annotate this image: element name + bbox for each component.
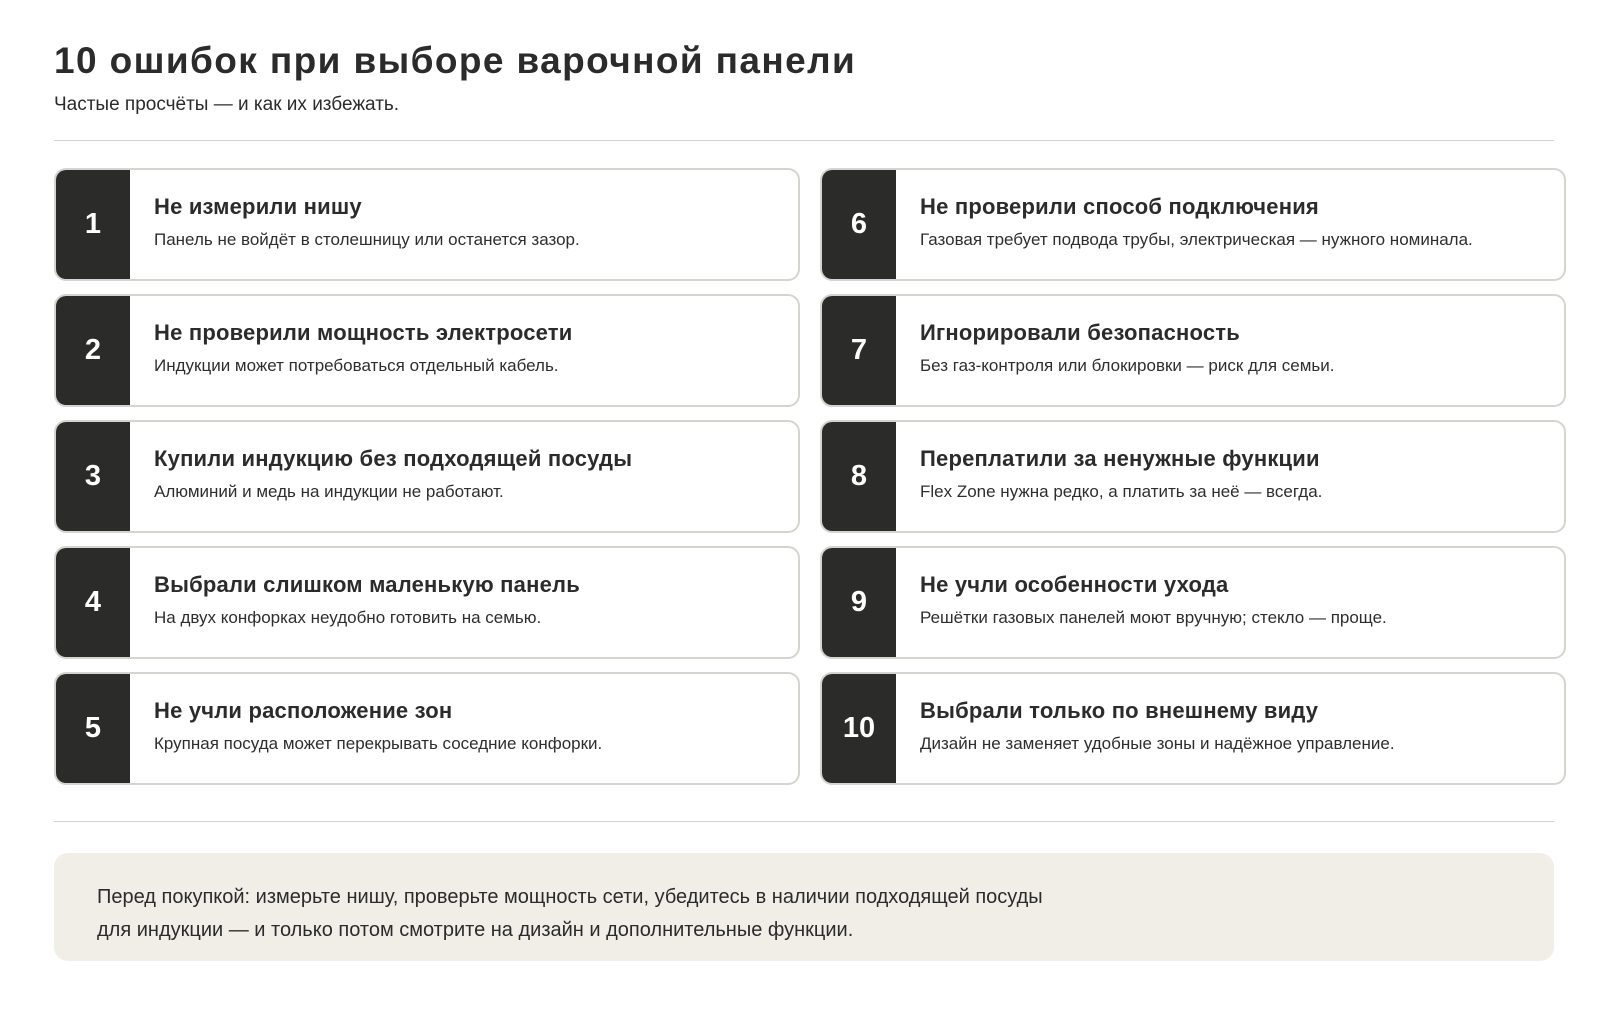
mistake-description: Дизайн не заменяет удобные зоны и надёжное управление. bbox=[920, 733, 1395, 753]
mistake-number: 6 bbox=[822, 170, 896, 279]
mistake-title: Не проверили способ подключения bbox=[920, 193, 1319, 219]
mistake-body bbox=[130, 170, 580, 279]
mistake-number: 7 bbox=[822, 296, 896, 405]
page-title: 10 ошибок при выборе варочной панели bbox=[54, 40, 857, 81]
mistake-title: Выбрали только по внешнему виду bbox=[920, 697, 1319, 723]
mistake-body bbox=[130, 296, 573, 405]
note-line-1: Перед покупкой: измерьте нишу, проверьте мощность сети, убедитесь в наличии подходящей посуды bbox=[97, 886, 1043, 908]
mistake-title: Не учли особенности ухода bbox=[920, 571, 1229, 597]
mistake-number: 1 bbox=[56, 170, 130, 279]
mistake-body bbox=[896, 422, 1322, 531]
mistake-card-7 bbox=[820, 294, 1566, 407]
mistake-body bbox=[130, 548, 580, 657]
mistake-number: 5 bbox=[56, 674, 130, 783]
bottom-divider bbox=[54, 821, 1554, 822]
mistake-card-3 bbox=[54, 420, 800, 533]
note-line-2: для индукции — и только потом смотрите на дизайн и дополнительные функции. bbox=[97, 919, 854, 941]
mistake-body bbox=[896, 170, 1473, 279]
mistake-number: 3 bbox=[56, 422, 130, 531]
mistake-description: Без газ-контроля или блокировки — риск для семьи. bbox=[920, 355, 1335, 375]
mistake-description: Индукции может потребоваться отдельный кабель. bbox=[154, 355, 559, 375]
mistake-title: Не измерили нишу bbox=[154, 193, 362, 219]
mistake-title: Выбрали слишком маленькую панель bbox=[154, 571, 580, 597]
mistake-description: Алюминий и медь на индукции не работают. bbox=[154, 481, 504, 501]
mistake-body bbox=[896, 674, 1395, 783]
mistake-card-9 bbox=[820, 546, 1566, 659]
mistake-card-4 bbox=[54, 546, 800, 659]
summary-note bbox=[54, 853, 1554, 961]
mistake-body bbox=[130, 422, 632, 531]
mistake-description: Решётки газовых панелей моют вручную; стекло — проще. bbox=[920, 607, 1387, 627]
mistake-body bbox=[896, 296, 1334, 405]
mistake-title: Переплатили за ненужные функции bbox=[920, 445, 1320, 471]
mistake-number: 10 bbox=[822, 674, 896, 783]
mistake-card-5 bbox=[54, 672, 800, 785]
mistake-card-1 bbox=[54, 168, 800, 281]
mistake-card-10 bbox=[820, 672, 1566, 785]
mistake-description: Панель не войдёт в столешницу или останется зазор. bbox=[154, 229, 580, 249]
mistake-number: 2 bbox=[56, 296, 130, 405]
mistakes-grid bbox=[54, 168, 1566, 785]
mistake-number: 4 bbox=[56, 548, 130, 657]
mistake-card-6 bbox=[820, 168, 1566, 281]
mistake-description: На двух конфорках неудобно готовить на семью. bbox=[154, 607, 542, 627]
mistake-title: Купили индукцию без подходящей посуды bbox=[154, 445, 633, 471]
mistake-description: Газовая требует подвода трубы, электрическая — нужного номинала. bbox=[920, 229, 1473, 249]
mistake-body bbox=[130, 674, 602, 783]
mistake-number: 8 bbox=[822, 422, 896, 531]
mistake-body bbox=[896, 548, 1387, 657]
mistake-card-8 bbox=[820, 420, 1566, 533]
top-divider bbox=[54, 140, 1554, 141]
mistake-number: 9 bbox=[822, 548, 896, 657]
mistake-title: Не проверили мощность электросети bbox=[154, 319, 573, 345]
page-subtitle: Частые просчёты — и как их избежать. bbox=[54, 94, 400, 115]
mistake-card-2 bbox=[54, 294, 800, 407]
mistake-title: Игнорировали безопасность bbox=[920, 319, 1241, 345]
mistake-description: Крупная посуда может перекрывать соседние конфорки. bbox=[154, 733, 603, 753]
mistake-title: Не учли расположение зон bbox=[154, 697, 453, 723]
mistake-description: Flex Zone нужна редко, а платить за неё — всегда. bbox=[920, 481, 1323, 501]
